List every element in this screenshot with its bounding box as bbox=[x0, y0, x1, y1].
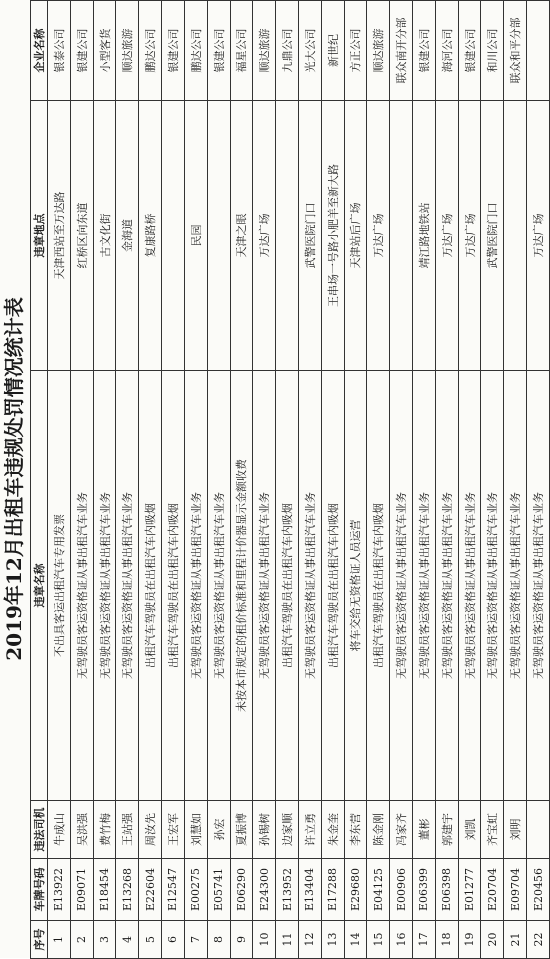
cell-violation: 无驾驶员客运资格证从事出租汽车业务 bbox=[527, 371, 550, 801]
cell-plate: E13404 bbox=[298, 859, 321, 921]
cell-index: 11 bbox=[276, 921, 299, 959]
cell-location bbox=[162, 101, 185, 371]
cell-company: 银泰公司 bbox=[48, 1, 71, 101]
cell-plate: E01277 bbox=[458, 859, 481, 921]
cell-plate: E18454 bbox=[93, 859, 116, 921]
cell-index: 20 bbox=[481, 921, 504, 959]
cell-company: 光大公司 bbox=[298, 1, 321, 101]
cell-location: 金海道 bbox=[116, 101, 139, 371]
cell-location bbox=[207, 101, 230, 371]
cell-location: 万达广场 bbox=[527, 101, 550, 371]
cell-driver: 费竹梅 bbox=[93, 801, 116, 859]
cell-driver: 李东营 bbox=[344, 801, 367, 859]
table-row bbox=[207, 1, 230, 959]
cell-company: 顺达旅游 bbox=[253, 1, 276, 101]
table-row bbox=[139, 1, 162, 959]
cell-location: 王串场一号路小肥羊至新大路 bbox=[321, 101, 344, 371]
cell-index: 10 bbox=[253, 921, 276, 959]
cell-index: 5 bbox=[139, 921, 162, 959]
cell-location: 武警医院门口 bbox=[298, 101, 321, 371]
cell-company: 福星公司 bbox=[230, 1, 253, 101]
table-row bbox=[527, 1, 550, 959]
cell-location bbox=[276, 101, 299, 371]
cell-violation: 无驾驶员客运资格证从事出租汽车业务 bbox=[390, 371, 413, 801]
table-row bbox=[458, 1, 481, 959]
violations-table bbox=[30, 0, 550, 959]
cell-driver: 王宏军 bbox=[162, 801, 185, 859]
cell-violation: 出租汽车驾驶员在出租汽车内吸烟 bbox=[162, 371, 185, 801]
cell-violation: 无驾驶员客运资格证从事出租汽车业务 bbox=[184, 371, 207, 801]
cell-violation: 无驾驶员客运资格证从事出租汽车业务 bbox=[413, 371, 436, 801]
cell-driver: 齐宝虹 bbox=[481, 801, 504, 859]
cell-driver: 刘凯 bbox=[458, 801, 481, 859]
cell-index: 22 bbox=[527, 921, 550, 959]
header-index: 序号 bbox=[31, 921, 48, 959]
table-row bbox=[184, 1, 207, 959]
cell-violation: 出租汽车驾驶员在出租汽车内吸烟 bbox=[367, 371, 390, 801]
cell-plate: E00906 bbox=[390, 859, 413, 921]
cell-plate: E24300 bbox=[253, 859, 276, 921]
cell-violation: 无驾驶员客运资格证从事出租汽车业务 bbox=[116, 371, 139, 801]
table-row bbox=[481, 1, 504, 959]
cell-location bbox=[504, 101, 527, 371]
cell-company: 银建公司 bbox=[162, 1, 185, 101]
header-plate: 车牌号码 bbox=[31, 859, 48, 921]
cell-driver: 周汝先 bbox=[139, 801, 162, 859]
cell-location: 天津西站至万达路 bbox=[48, 101, 71, 371]
table-header-row bbox=[31, 1, 48, 959]
cell-plate: E13268 bbox=[116, 859, 139, 921]
cell-location: 红桥区向东道 bbox=[70, 101, 93, 371]
cell-company: 鹏达公司 bbox=[184, 1, 207, 101]
cell-plate: E09704 bbox=[504, 859, 527, 921]
page-title: 2019年12月出租车违规处罚情况统计表 bbox=[2, 297, 26, 661]
table-row bbox=[70, 1, 93, 959]
cell-company: 银建公司 bbox=[413, 1, 436, 101]
cell-location: 古文化街 bbox=[93, 101, 116, 371]
cell-violation: 无驾驶员客运资格证从事出租汽车业务 bbox=[253, 371, 276, 801]
cell-plate: E00275 bbox=[184, 859, 207, 921]
table-row bbox=[321, 1, 344, 959]
cell-company: 顺达旅游 bbox=[116, 1, 139, 101]
cell-plate: E04125 bbox=[367, 859, 390, 921]
cell-company: 联众和平分部 bbox=[504, 1, 527, 101]
cell-index: 8 bbox=[207, 921, 230, 959]
cell-violation: 无驾驶员客运资格证从事出租汽车业务 bbox=[70, 371, 93, 801]
cell-violation: 无驾驶员客运资格证从事出租汽车业务 bbox=[298, 371, 321, 801]
header-company: 企业名称 bbox=[31, 1, 48, 101]
cell-location: 万达广场 bbox=[458, 101, 481, 371]
cell-location: 武警医院门口 bbox=[481, 101, 504, 371]
cell-violation: 出租汽车驾驶员在出租汽车内吸烟 bbox=[276, 371, 299, 801]
cell-company: 银建公司 bbox=[207, 1, 230, 101]
cell-company: 方正公司 bbox=[344, 1, 367, 101]
cell-plate: E17288 bbox=[321, 859, 344, 921]
cell-plate: E05741 bbox=[207, 859, 230, 921]
cell-company: 联众南开分部 bbox=[390, 1, 413, 101]
cell-violation: 无驾驶员客运资格证从事出租汽车业务 bbox=[504, 371, 527, 801]
cell-location: 靖江路地铁站 bbox=[413, 101, 436, 371]
cell-violation: 出租汽车驾驶员在出租汽车内吸烟 bbox=[139, 371, 162, 801]
cell-violation: 出租汽车驾驶员在出租汽车内吸烟 bbox=[321, 371, 344, 801]
table-row bbox=[162, 1, 185, 959]
cell-driver: 孙宏 bbox=[207, 801, 230, 859]
cell-company: 九鼎公司 bbox=[276, 1, 299, 101]
cell-company: 银建公司 bbox=[70, 1, 93, 101]
header-location: 违章地点 bbox=[31, 101, 48, 371]
cell-driver: 刘慧如 bbox=[184, 801, 207, 859]
cell-company: 顺达旅游 bbox=[367, 1, 390, 101]
cell-plate: E06399 bbox=[413, 859, 436, 921]
cell-plate: E22604 bbox=[139, 859, 162, 921]
table-row bbox=[435, 1, 458, 959]
table-row bbox=[367, 1, 390, 959]
cell-location bbox=[390, 101, 413, 371]
cell-violation: 未按本市规定的租价标准和里程计价器显示金额收费 bbox=[230, 371, 253, 801]
cell-index: 13 bbox=[321, 921, 344, 959]
cell-driver: 陈金刚 bbox=[367, 801, 390, 859]
cell-violation: 无驾驶员客运资格证从事出租汽车业务 bbox=[93, 371, 116, 801]
table-row bbox=[504, 1, 527, 959]
cell-index: 19 bbox=[458, 921, 481, 959]
header-violation: 违章名称 bbox=[31, 371, 48, 801]
cell-location: 万达广场 bbox=[367, 101, 390, 371]
cell-plate: E13922 bbox=[48, 859, 71, 921]
table-row bbox=[93, 1, 116, 959]
cell-violation: 将车交给无资格证人员运营 bbox=[344, 371, 367, 801]
cell-driver: 牛成山 bbox=[48, 801, 71, 859]
cell-index: 7 bbox=[184, 921, 207, 959]
cell-location: 天津站后广场 bbox=[344, 101, 367, 371]
table-row bbox=[116, 1, 139, 959]
cell-index: 15 bbox=[367, 921, 390, 959]
table-row bbox=[48, 1, 71, 959]
cell-location: 天津之眼 bbox=[230, 101, 253, 371]
table-row bbox=[390, 1, 413, 959]
cell-index: 17 bbox=[413, 921, 436, 959]
cell-index: 4 bbox=[116, 921, 139, 959]
cell-company bbox=[527, 1, 550, 101]
cell-violation: 不出具客运出租汽车专用发票 bbox=[48, 371, 71, 801]
cell-driver: 边家顺 bbox=[276, 801, 299, 859]
cell-index: 9 bbox=[230, 921, 253, 959]
cell-driver: 冯家齐 bbox=[390, 801, 413, 859]
cell-company: 和川公司 bbox=[481, 1, 504, 101]
cell-index: 12 bbox=[298, 921, 321, 959]
cell-driver: 许立勇 bbox=[298, 801, 321, 859]
cell-driver bbox=[527, 801, 550, 859]
cell-company: 小型客货 bbox=[93, 1, 116, 101]
cell-location: 万达广场 bbox=[435, 101, 458, 371]
table-row bbox=[230, 1, 253, 959]
cell-index: 3 bbox=[93, 921, 116, 959]
cell-driver: 孙锡树 bbox=[253, 801, 276, 859]
cell-index: 2 bbox=[70, 921, 93, 959]
cell-driver: 夏振博 bbox=[230, 801, 253, 859]
cell-index: 1 bbox=[48, 921, 71, 959]
cell-location: 万达广场 bbox=[253, 101, 276, 371]
table-row bbox=[344, 1, 367, 959]
cell-violation: 无驾驶员客运资格证从事出租汽车业务 bbox=[435, 371, 458, 801]
cell-driver: 朱金奎 bbox=[321, 801, 344, 859]
cell-plate: E06290 bbox=[230, 859, 253, 921]
cell-plate: E13952 bbox=[276, 859, 299, 921]
cell-plate: E20704 bbox=[481, 859, 504, 921]
cell-driver: 刘明 bbox=[504, 801, 527, 859]
header-driver: 违法司机 bbox=[31, 801, 48, 859]
cell-company: 银建公司 bbox=[458, 1, 481, 101]
cell-driver: 王站强 bbox=[116, 801, 139, 859]
cell-index: 18 bbox=[435, 921, 458, 959]
cell-violation: 无驾驶员客运资格证从事出租汽车业务 bbox=[207, 371, 230, 801]
cell-violation: 无驾驶员客运资格证从事出租汽车业务 bbox=[458, 371, 481, 801]
cell-location: 民园 bbox=[184, 101, 207, 371]
table-row bbox=[298, 1, 321, 959]
cell-plate: E12547 bbox=[162, 859, 185, 921]
cell-driver: 董彬 bbox=[413, 801, 436, 859]
cell-index: 21 bbox=[504, 921, 527, 959]
cell-plate: E29680 bbox=[344, 859, 367, 921]
cell-plate: E20456 bbox=[527, 859, 550, 921]
cell-plate: E09071 bbox=[70, 859, 93, 921]
cell-violation: 无驾驶员客运资格证从事出租汽车业务 bbox=[481, 371, 504, 801]
table-row bbox=[253, 1, 276, 959]
cell-index: 14 bbox=[344, 921, 367, 959]
cell-index: 16 bbox=[390, 921, 413, 959]
cell-plate: E06398 bbox=[435, 859, 458, 921]
cell-index: 6 bbox=[162, 921, 185, 959]
table-row bbox=[413, 1, 436, 959]
cell-location: 复康路桥 bbox=[139, 101, 162, 371]
table-row bbox=[276, 1, 299, 959]
cell-company: 鹏达公司 bbox=[139, 1, 162, 101]
cell-company: 海河公司 bbox=[435, 1, 458, 101]
cell-driver: 郭建宇 bbox=[435, 801, 458, 859]
cell-driver: 吴洪强 bbox=[70, 801, 93, 859]
cell-company: 新世纪 bbox=[321, 1, 344, 101]
